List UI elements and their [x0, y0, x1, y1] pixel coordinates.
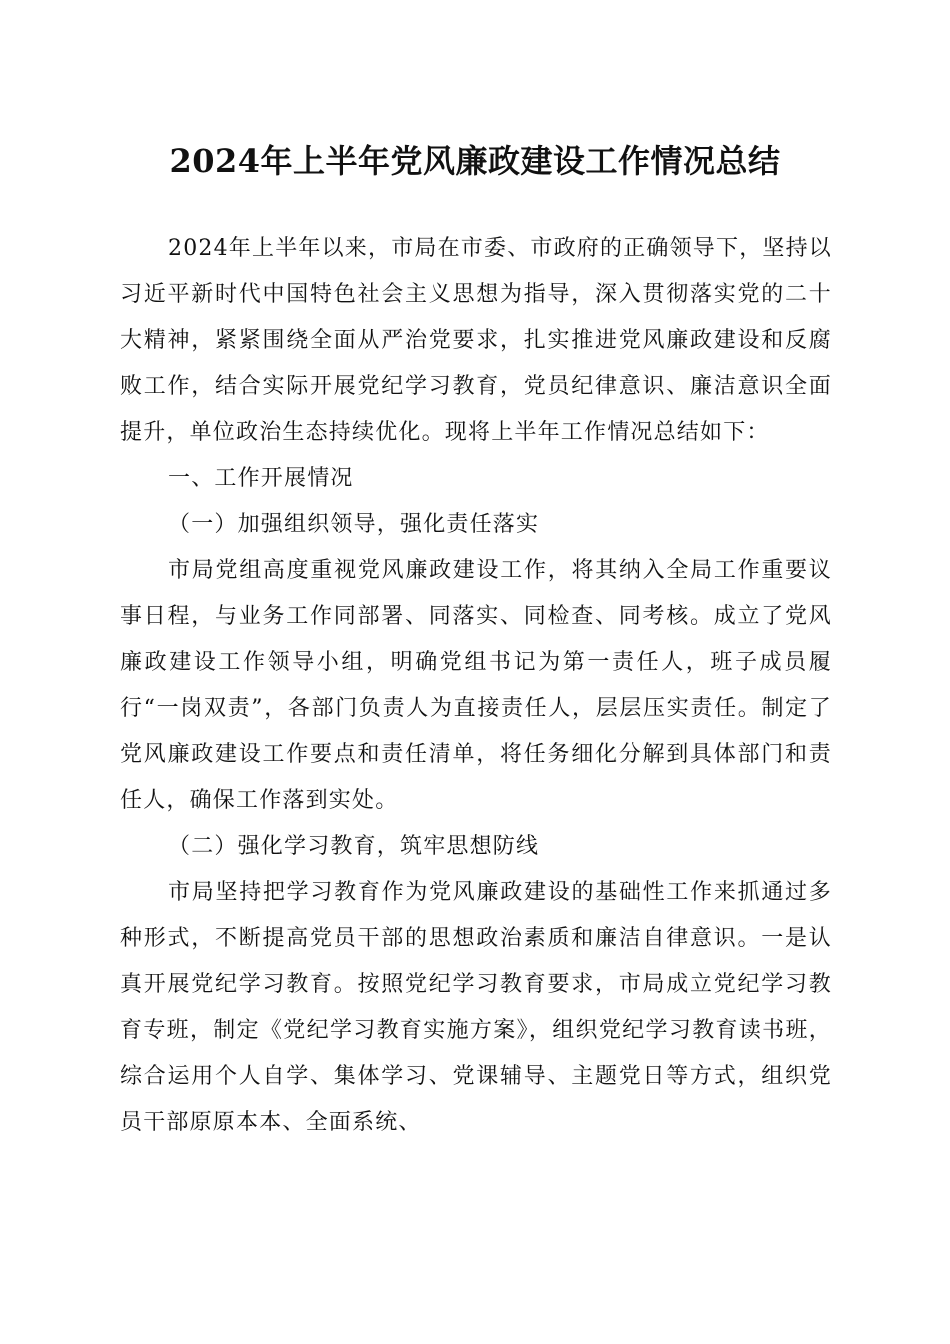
document-title: 2024年上半年党风廉政建设工作情况总结 — [169, 142, 781, 180]
subsection-heading-organization: （一）加强组织领导，强化责任落实 — [168, 512, 540, 537]
intro-paragraph: 2024年上半年以来，市局在市委、市政府的正确领导下，坚持以习近平新时代中国特色社会主义思想为指导，深入贯彻落实党的二十大精神，紧紧围绕全面从严治党要求，扎实推进党风廉政建设和反腐败工作，结合实际开展党纪学习教育，党员纪律意识、廉洁意识全面提升，单位政治生态持续优化。现将上半年工作情况总结如下： — [120, 236, 832, 445]
document-body — [120, 226, 832, 1146]
subsection-paragraph-organization: 市局党组高度重视党风廉政建设工作，将其纳入全局工作重要议事日程，与业务工作同部署、同落实、同检查、同考核。成立了党风廉政建设工作领导小组，明确党组书记为第一责任人，班子成员履行“一岗双责”，各部门负责人为直接责任人，层层压实责任。制定了党风廉政建设工作要点和责任清单，将任务细化分解到具体部门和责任人，确保工作落到实处。 — [120, 558, 832, 813]
subsection-paragraph-education: 市局坚持把学习教育作为党风廉政建设的基础性工作来抓通过多种形式，不断提高党员干部的思想政治素质和廉洁自律意识。一是认真开展党纪学习教育。按照党纪学习教育要求，市局成立党纪学习教育专班，制定《党纪学习教育实施方案》，组织党纪学习教育读书班，综合运用个人自学、集体学习、党课辅导、主题党日等方式，组织党员干部原原本本、全面系统、 — [120, 880, 832, 1135]
subsection-heading-education: （二）强化学习教育，筑牢思想防线 — [168, 834, 540, 859]
section-heading-work-progress: 一、工作开展情况 — [168, 466, 354, 491]
